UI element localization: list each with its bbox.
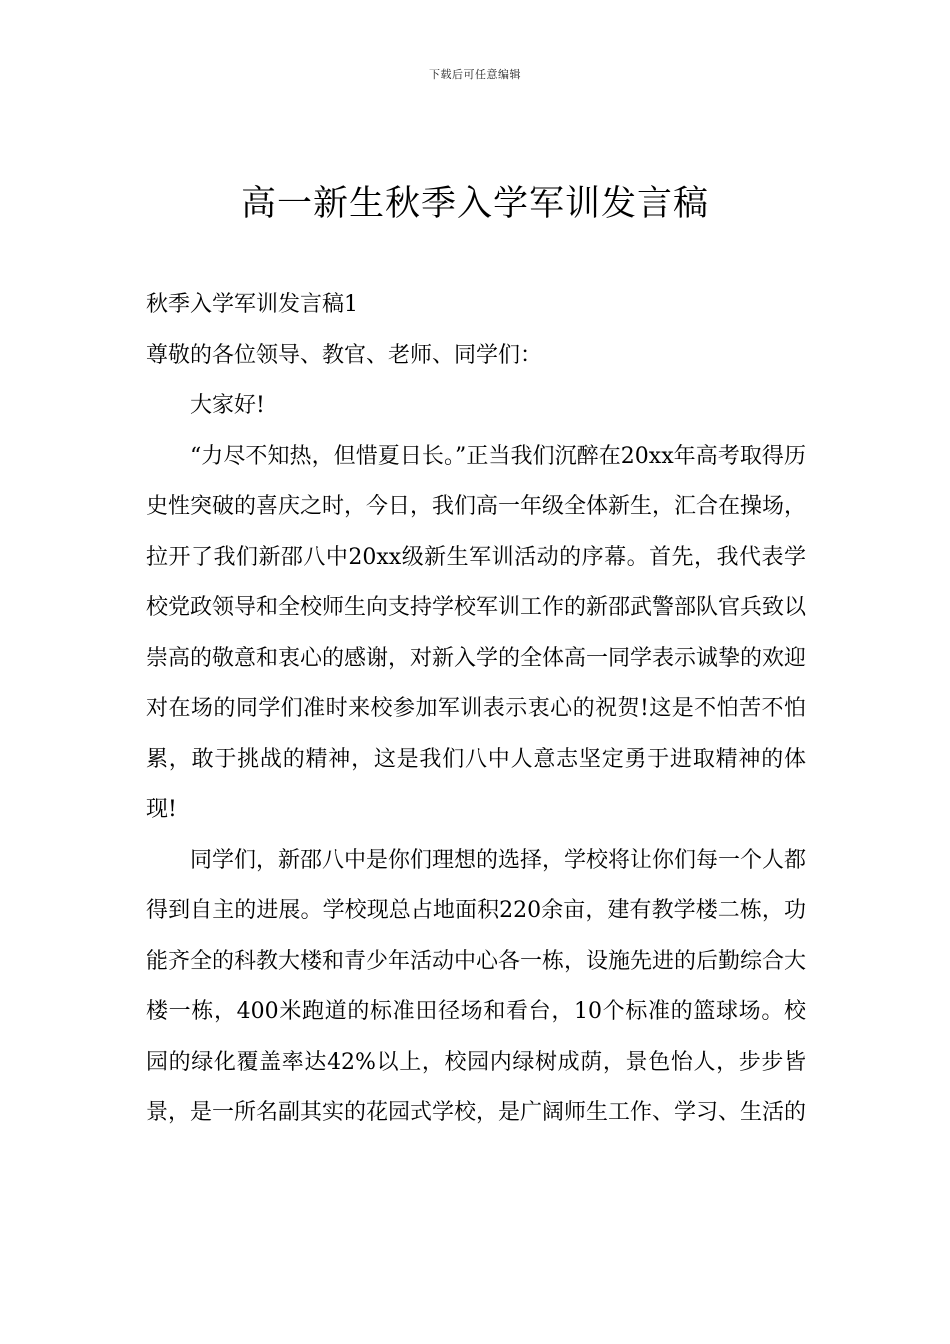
section-heading: 秋季入学军训发言稿1 [146, 292, 358, 317]
header-note: 下载后可任意编辑 [429, 68, 521, 81]
salutation: 尊敬的各位领导、教官、老师、同学们： [146, 342, 543, 368]
paragraph-school-intro: 同学们，新邵八中是你们理想的选择，学校将让你们每一个人都得到自主的进展。学校现总占地面积220余亩，建有教学楼二栋，功能齐全的科教大楼和青少年活动中心各一栋，设施先进的后勤综合大楼一栋，400米跑道的标准田径场和看台，10个标准的篮球场。校园的绿化覆盖率达42%以上，校园内绿树成荫，景色怡人，步步皆景，是一所名副其实的花园式学校，是广阔师生工作、学习、生活的 [146, 847, 807, 1125]
document-title: 高一新生秋季入学军训发言稿 [240, 184, 709, 224]
document-body [146, 280, 806, 1139]
paragraph-greeting: 大家好! [190, 393, 265, 418]
paragraph-opening: “力尽不知热，但惜夏日长。”正当我们沉醉在20xx年高考取得历史性突破的喜庆之时，今日，我们高一年级全体新生，汇合在操场，拉开了我们新邵八中20xx级新生军训活动的序幕。首先，我代表学校党政领导和全校师生向支持学校军训工作的新邵武警部队官兵致以崇高的敬意和衷心的感谢，对新入学的全体高一同学表示诚挚的欢迎对在场的同学们准时来校参加军训表示衷心的祝贺!这是不怕苦不怕累，敢于挑战的精神，这是我们八中人意志坚定勇于进取精神的体现! [146, 443, 807, 822]
